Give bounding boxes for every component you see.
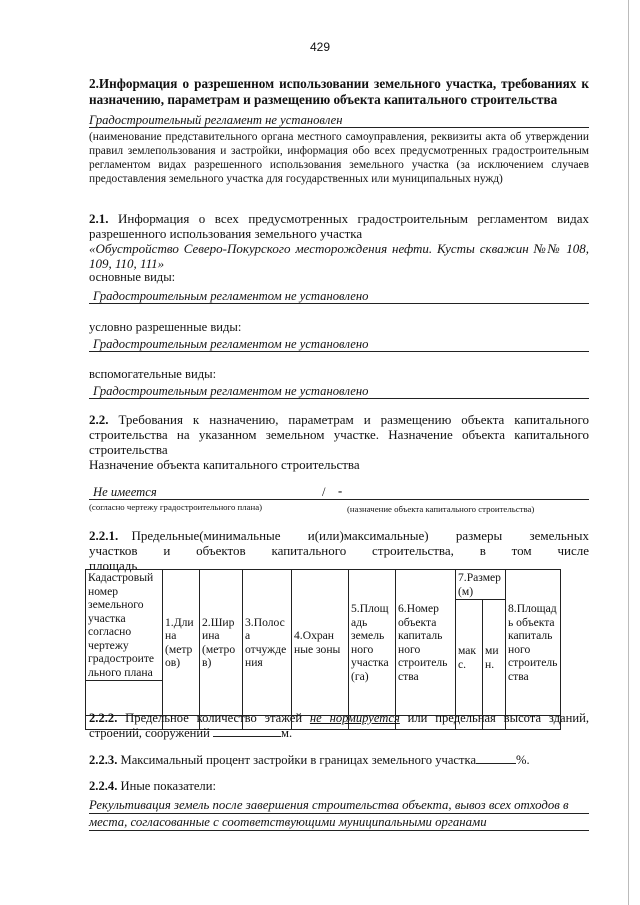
scan-edge	[628, 0, 629, 905]
section-2-2-text: Требования к назначению, параметрам и размещению объекта капитального строительства на указанном земельном участке. Назначение объекта капитального строительства	[89, 412, 590, 457]
section-2-2	[89, 412, 589, 457]
floors-value: не нормируется	[309, 711, 400, 725]
table-header-size: 7.Размер (м)	[456, 570, 506, 600]
main-types-label: основные виды:	[89, 270, 176, 284]
main-types-value: Градостроительным регламентом не установлено	[93, 289, 369, 303]
purpose-caption-right: (назначение объекта капитального строительства)	[347, 504, 535, 514]
table-header-length: 1.Дли на (метр ов)	[163, 570, 200, 716]
height-unit: м.	[281, 726, 293, 740]
height-blank	[213, 726, 281, 737]
regulation-value: Градостроительный регламент не установлен	[89, 113, 343, 127]
section-2-2-4-number: 2.2.4.	[89, 779, 118, 793]
table-header-strip: 3.Полос а отчужде ния	[243, 570, 292, 716]
section-2-2-1	[89, 528, 589, 573]
purpose-value-left: Не имеется	[93, 485, 157, 499]
main-types-underline	[89, 303, 589, 304]
percent-blank	[476, 753, 516, 764]
other-indicators-underline-2	[89, 830, 589, 831]
table-header-cadastral: Кадастровый номер земельного участка согласно чертежу градостроите льного плана	[86, 570, 163, 681]
table-header-object-area: 8.Площад ь объекта капиталь ного строитель ства	[506, 570, 561, 716]
table-header-zones: 4.Охран ные зоны	[292, 570, 349, 716]
conditional-types-underline	[89, 351, 589, 352]
table-header-object-number: 6.Номер объекта капиталь ного строитель ства	[396, 570, 456, 716]
conditional-types-value: Градостроительным регламентом не установлено	[93, 337, 369, 351]
section-2-2-2	[89, 711, 589, 741]
other-indicators-underline-1	[89, 813, 589, 814]
conditional-types-label: условно разрешенные виды:	[89, 320, 242, 334]
table-header-min: ми н.	[483, 600, 506, 716]
parameters-table	[85, 569, 561, 730]
section-2-1	[89, 211, 589, 241]
section-2-1-number: 2.1.	[89, 211, 109, 226]
page-number: 429	[309, 40, 331, 54]
section-2-2-1-number: 2.2.1.	[89, 528, 119, 543]
section-2-2-2-text-b: или предельная высота зданий, строений, сооружений	[89, 711, 589, 740]
table-header-width: 2.Шир ина (метро в)	[200, 570, 243, 716]
purpose-label: Назначение объекта капитального строительства	[89, 457, 360, 472]
section-2-1-text: Информация о всех предусмотренных градостроительным регламентом видах разрешенного использования земельного участка	[89, 211, 589, 241]
regulation-underline	[89, 127, 589, 128]
purpose-underline	[89, 499, 589, 500]
section-2-2-3-number: 2.2.3.	[89, 753, 118, 767]
section-2-2-3-text: Максимальный процент застройки в границах земельного участка	[120, 753, 477, 767]
percent-unit: %.	[516, 753, 530, 767]
section-2-heading: 2.Информация о разрешенном использовании земельного участка, требованиях к назначению, параметрам и размещению объекта капитального строительства	[89, 76, 589, 107]
object-name: «Обустройство Северо-Покурского месторождения нефти. Кусты скважин №№ 108, 109, 110, 111»	[89, 241, 589, 271]
purpose-caption-left: (согласно чертежу градостроительного плана)	[89, 502, 263, 512]
auxiliary-types-label: вспомогательные виды:	[89, 367, 217, 381]
auxiliary-types-value: Градостроительным регламентом не установлено	[93, 384, 369, 398]
purpose-separator: /	[322, 485, 326, 499]
section-2-2-2-text-a: Предельное количество этажей	[125, 711, 303, 725]
section-2-2-2-number: 2.2.2.	[89, 711, 118, 725]
auxiliary-types-underline	[89, 398, 589, 399]
purpose-value-right: -	[338, 484, 343, 498]
other-indicators-value: Рекультивация земель после завершения строительства объекта, вывоз всех отходов в места, согласованные с соответствующими муниципальными органами	[89, 798, 569, 829]
table-header-max: мак с.	[456, 600, 483, 716]
section-2-2-4	[89, 779, 589, 794]
table-header-area: 5.Площ адь земель ного участка (га)	[349, 570, 396, 716]
section-2-2-number: 2.2.	[89, 412, 109, 427]
section-2-2-1-text: Предельные(минимальные и(или)максимальные) размеры земельных участков и объектов капитального строительства, в том числе площадь	[89, 528, 589, 573]
section-2-2-3	[89, 753, 589, 768]
section-2-2-4-label: Иные показатели:	[120, 779, 216, 793]
regulation-caption: (наименование представительного органа местного самоуправления, реквизиты акта об утверждении правил землепользования и застройки, информация обо всех предусмотренных градостроительным регламентом видах разрешенного использования земельного участка (за исключением случаев предоставления земельного участка для государственных или муниципальных нужд)	[89, 131, 589, 185]
